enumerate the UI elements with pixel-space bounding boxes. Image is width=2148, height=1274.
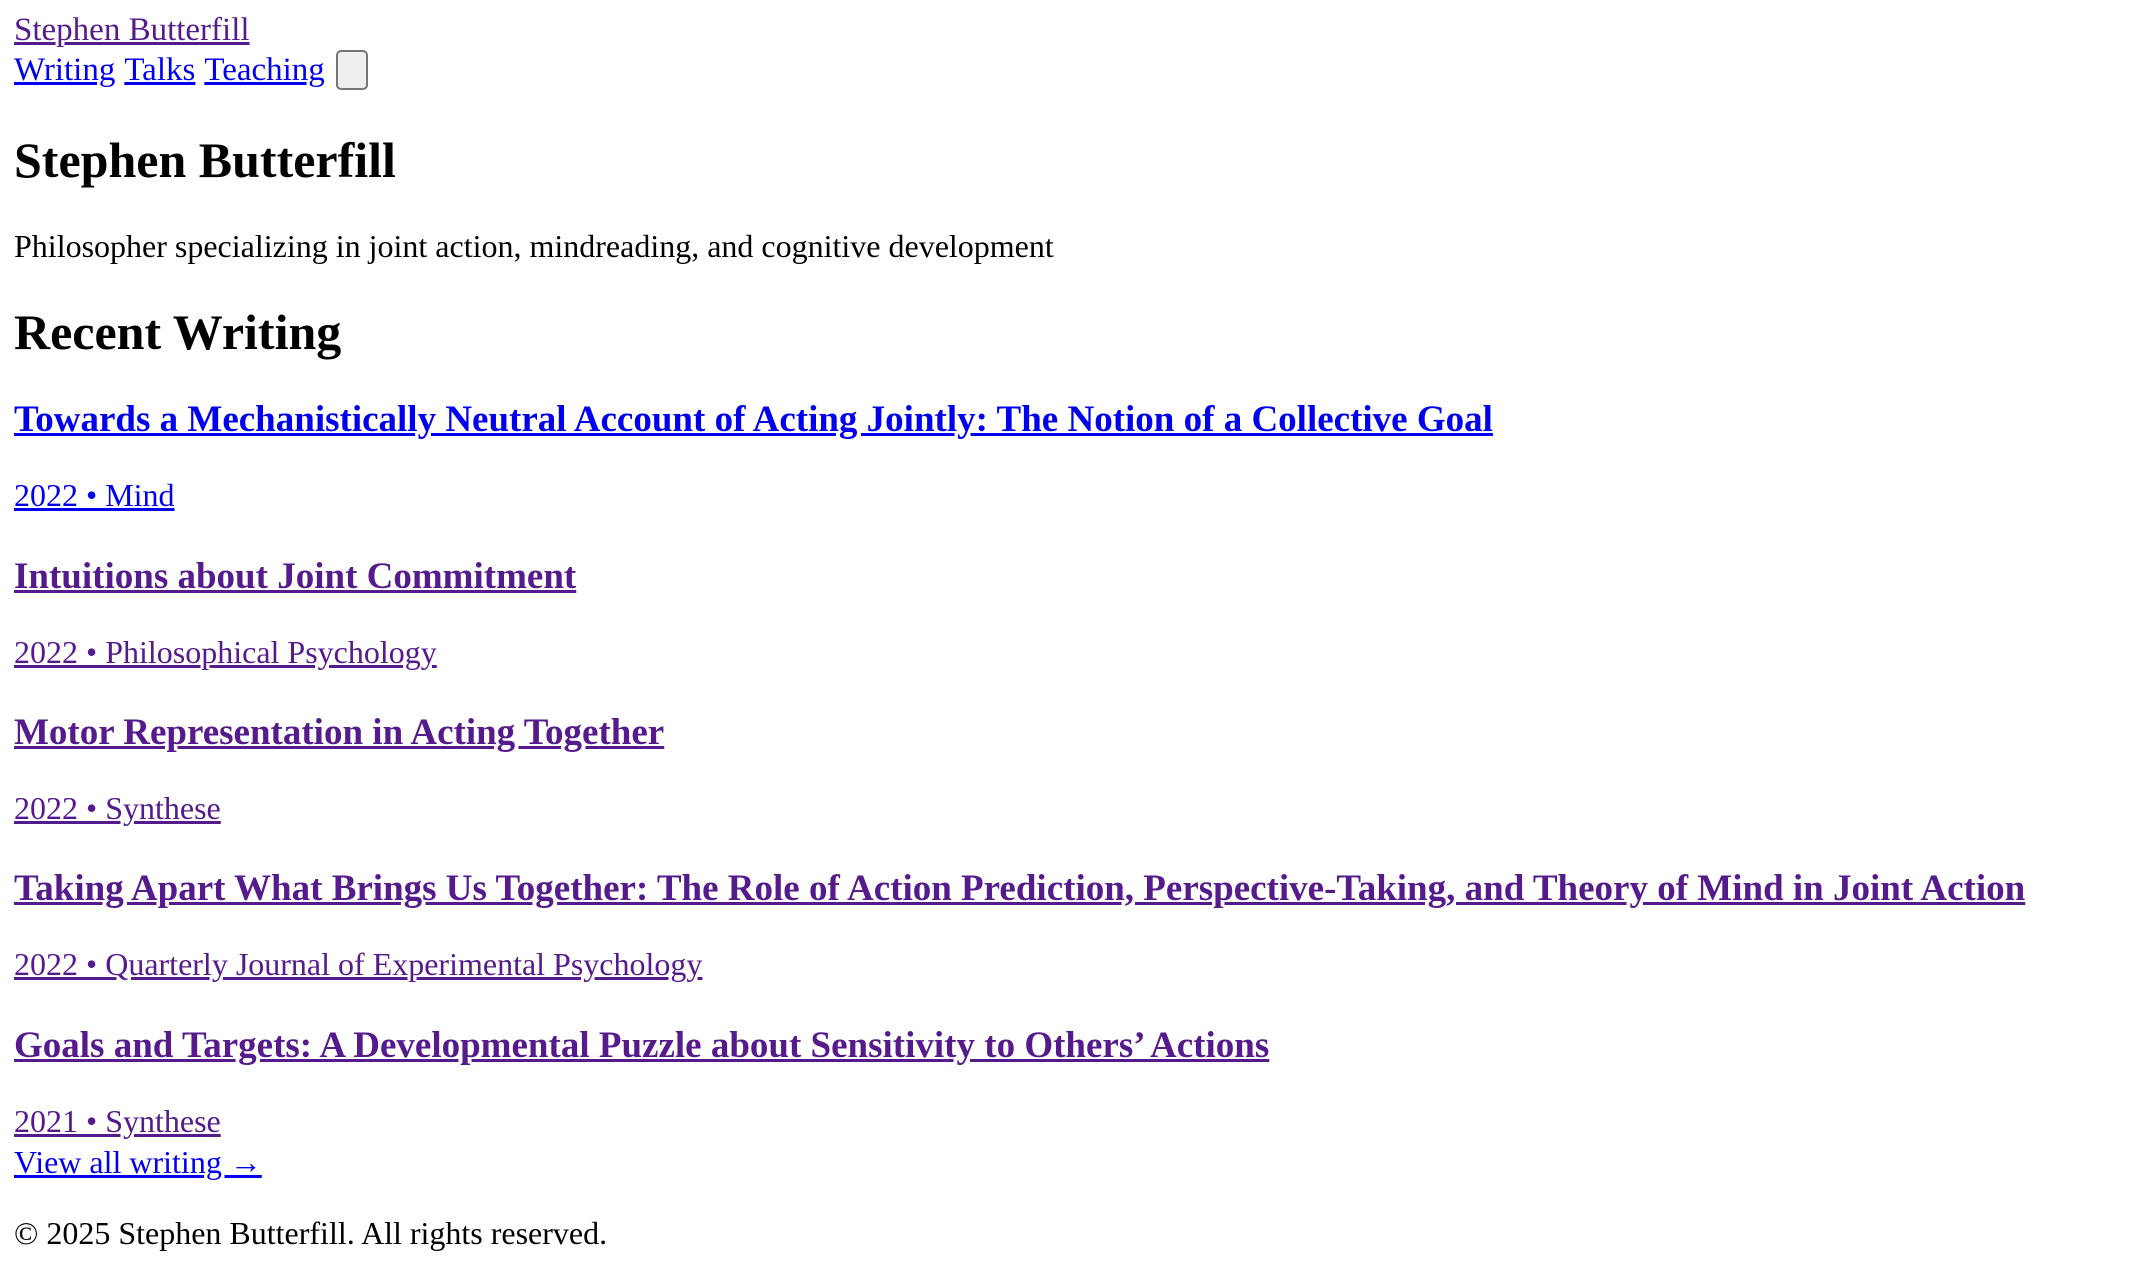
menu-toggle-button[interactable] [336,50,368,90]
paper-title-link[interactable]: Intuitions about Joint Commitment [14,556,577,597]
paper-item [14,555,576,672]
site-title-link[interactable]: Stephen Butterfill [14,12,250,48]
nav-link-writing[interactable]: Writing [14,52,116,88]
main-nav [14,48,368,92]
paper-meta-link[interactable]: 2021 • Synthese [14,1103,221,1139]
paper-item [14,398,1493,515]
paper-item [14,867,2025,984]
paper-title-link[interactable]: Motor Representation in Acting Together [14,712,665,753]
footer-copyright: © 2025 Stephen Butterfill. All rights reserved. [14,1215,608,1251]
paper-meta-link[interactable]: 2022 • Mind [14,477,175,513]
hero-subtitle: Philosopher specializing in joint action, mindreading, and cognitive development [14,228,1054,264]
paper-title-link[interactable]: Goals and Targets: A Developmental Puzzle about Sensitivity to Others’ Actions [14,1025,1270,1066]
view-all-writing-link[interactable]: View all writing → [14,1144,262,1180]
paper-item [14,711,664,828]
paper-title-link[interactable]: Towards a Mechanistically Neutral Account of Acting Jointly: The Notion of a Collective Goal [14,399,1493,440]
hero-title: Stephen Butterfill [14,132,396,188]
nav-link-teaching[interactable]: Teaching [204,52,325,88]
recent-writing-heading: Recent Writing [14,304,342,360]
paper-meta-link[interactable]: 2022 • Philosophical Psychology [14,634,437,670]
paper-meta-link[interactable]: 2022 • Quarterly Journal of Experimental Psychology [14,946,703,982]
nav-link-talks[interactable]: Talks [124,52,196,88]
paper-title-link[interactable]: Taking Apart What Brings Us Together: The Role of Action Prediction, Perspective-Taking, and Theory of Mind in Joint Action [14,868,2026,909]
paper-item [14,1024,1269,1141]
paper-meta-link[interactable]: 2022 • Synthese [14,790,221,826]
